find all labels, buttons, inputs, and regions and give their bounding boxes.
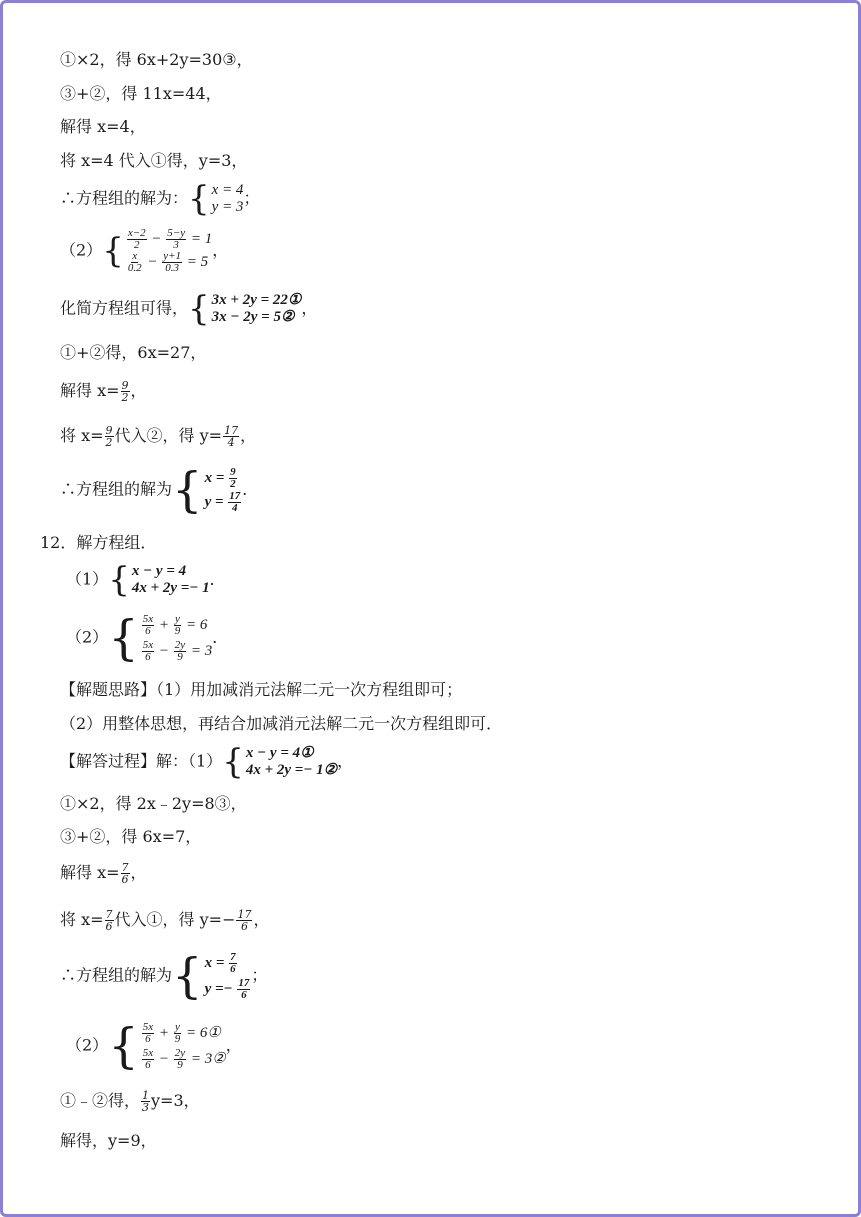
problem-line bbox=[60, 228, 228, 274]
numerator: 7 bbox=[121, 861, 129, 874]
text: （2） bbox=[66, 627, 109, 647]
text: ①﹣②得， bbox=[60, 1091, 141, 1110]
rhs: = 3 bbox=[190, 643, 213, 659]
text: 将 x= bbox=[60, 426, 104, 445]
eq-row: 3x − 2y = 5② bbox=[211, 309, 295, 325]
text: 代入①，得 y=− bbox=[114, 910, 236, 929]
denominator: 3 bbox=[142, 1101, 150, 1114]
rhs: = 1 bbox=[190, 230, 213, 247]
numerator: 5x bbox=[142, 1021, 154, 1034]
text: ∴方程组的解为 bbox=[60, 965, 173, 985]
text: ， bbox=[240, 426, 257, 445]
numerator: 9 bbox=[121, 379, 129, 392]
eq-row: 4x + 2y =− 1 bbox=[131, 580, 210, 596]
denominator: 9 bbox=[177, 651, 183, 664]
numerator: 17 bbox=[237, 908, 252, 921]
idea-line: 【解题思路】（1）用加减消元法解二元一次方程组即可； bbox=[60, 680, 463, 699]
step-line: ①×2，得 6x+2y=30③， bbox=[60, 50, 253, 69]
numerator: x−2 bbox=[127, 227, 146, 239]
eq-row: x − y = 4 bbox=[131, 563, 187, 579]
denominator: 6 bbox=[145, 625, 151, 638]
text: ∴方程组的解为： bbox=[60, 188, 189, 208]
eq-row: $\frac{x}{0.2}$ − $\frac{y+1}{0.3}$ = 5 bbox=[127, 250, 209, 274]
denominator: 4 bbox=[232, 502, 238, 515]
denominator: 2 bbox=[230, 478, 236, 491]
eq-row bbox=[205, 466, 243, 490]
numerator: 5x bbox=[142, 639, 154, 652]
denominator: 0.2 bbox=[127, 262, 142, 274]
text: ， bbox=[337, 751, 354, 771]
equation-system: { x − y = 4 4x + 2y =− 1 bbox=[108, 560, 210, 600]
equation-system: { x = $\frac{9}{2}$ y = $\frac{17}{4}$ bbox=[172, 462, 241, 519]
denominator: 2 bbox=[121, 391, 129, 404]
step-line bbox=[60, 862, 147, 885]
numerator: x bbox=[132, 250, 138, 262]
text: 化简方程组可得， bbox=[60, 298, 189, 318]
eq-row: x − y = 4① bbox=[245, 745, 314, 761]
text: （2） bbox=[66, 1035, 109, 1055]
question-title: 12．解方程组． bbox=[40, 533, 157, 552]
numerator: y bbox=[175, 613, 180, 626]
denominator: 3 bbox=[173, 239, 179, 251]
numerator: y bbox=[175, 1021, 180, 1034]
step-line: 解得，y=9， bbox=[60, 1131, 157, 1150]
solution-line bbox=[60, 179, 260, 219]
denominator: 6 bbox=[145, 1059, 151, 1072]
text: ， bbox=[212, 240, 229, 260]
denominator: 6 bbox=[240, 920, 248, 933]
text: x = bbox=[204, 470, 225, 486]
problem-line bbox=[66, 612, 228, 664]
denominator: 6 bbox=[121, 873, 129, 886]
denominator: 0.3 bbox=[165, 262, 179, 274]
equation-system: { x = $\frac{7}{6}$ y =− $\frac{17}{6}$ bbox=[172, 948, 250, 1004]
text: 解得 x= bbox=[60, 381, 120, 400]
text: ， bbox=[301, 298, 318, 318]
eq-row: $\frac{x-2}{2}$ − $\frac{5-y}{3}$ = 1 bbox=[127, 227, 213, 251]
equation-system: { $\frac{5x}{6}$ + $\frac{y}{9}$ = 6 $\frac{5x}{6}$ − $\frac{2y}{9}$ = 3 bbox=[108, 610, 213, 666]
step-line: ①+②得，6x=27， bbox=[60, 343, 207, 362]
numerator: 9 bbox=[230, 466, 236, 479]
problem-line bbox=[66, 560, 226, 600]
denominator: 9 bbox=[174, 625, 181, 638]
process-line bbox=[60, 742, 354, 782]
text: ∴方程组的解为 bbox=[60, 479, 173, 499]
numerator: 9 bbox=[105, 424, 113, 437]
equation-system: { x = 4 y = 3 bbox=[188, 179, 244, 219]
step-line: ①×2，得 2x﹣2y=8③， bbox=[60, 794, 247, 813]
text: 代入②，得 y= bbox=[114, 426, 223, 445]
numerator: y+1 bbox=[163, 250, 182, 262]
numerator: 7 bbox=[105, 908, 113, 921]
denominator: 6 bbox=[145, 651, 151, 664]
solution-line bbox=[60, 950, 267, 1002]
numerator: 17 bbox=[229, 490, 241, 503]
denominator: 6 bbox=[230, 963, 236, 976]
text: y=3， bbox=[151, 1091, 200, 1110]
denominator: 2 bbox=[133, 239, 140, 251]
numerator: 5x bbox=[142, 1047, 154, 1060]
denominator: 2 bbox=[105, 436, 113, 449]
denominator: 9 bbox=[177, 1059, 183, 1072]
text: ， bbox=[130, 381, 147, 400]
denominator: 4 bbox=[227, 436, 235, 449]
text: ， bbox=[253, 910, 270, 929]
text: y = bbox=[204, 494, 224, 511]
problem-line bbox=[66, 1020, 242, 1072]
eq-row: 3x + 2y = 22① bbox=[211, 292, 302, 308]
equation-system: { $\frac{5x}{6}$ + $\frac{y}{9}$ = 6① $\frac{5x}{6}$ − $\frac{2y}{9}$ = 3② bbox=[108, 1018, 226, 1074]
numerator: 2y bbox=[174, 639, 186, 652]
text: ； bbox=[251, 965, 268, 985]
step-line bbox=[60, 425, 256, 448]
denominator: 9 bbox=[174, 1033, 181, 1046]
text: （1） bbox=[66, 569, 109, 589]
step-line: ③+②，得 11x=44， bbox=[60, 84, 222, 103]
numerator: 1 bbox=[142, 1089, 150, 1102]
step-line: 解得 x=4， bbox=[60, 117, 146, 136]
text: 将 x= bbox=[60, 910, 104, 929]
eq-row: $\frac{5x}{6}$ + $\frac{y}{9}$ = 6① bbox=[142, 1021, 221, 1046]
step-line bbox=[60, 909, 270, 932]
simplify-line bbox=[60, 289, 318, 329]
eq-row bbox=[205, 976, 252, 1002]
eq-row bbox=[205, 950, 252, 976]
eq-row: $\frac{5x}{6}$ + $\frac{y}{9}$ = 6 bbox=[142, 613, 208, 638]
equation-system: { 3x + 2y = 22① 3x − 2y = 5② bbox=[188, 289, 302, 329]
eq-row: x = 4 bbox=[211, 182, 244, 198]
equation-system: { $\frac{x-2}{2}$ − $\frac{5-y}{3}$ = 1 $\frac{x}{0.2}$ − $\frac{y+1}{0.3}$ = 5 bbox=[102, 227, 213, 274]
text: x = bbox=[204, 955, 225, 971]
text: 解得 x= bbox=[60, 863, 120, 882]
numerator: 5x bbox=[142, 613, 154, 626]
text: ； bbox=[243, 188, 260, 208]
solution-line bbox=[60, 462, 259, 519]
text: （2） bbox=[60, 240, 103, 260]
numerator: 17 bbox=[224, 424, 239, 437]
denominator: 6 bbox=[105, 920, 113, 933]
text: ． bbox=[209, 569, 226, 589]
denominator: 6 bbox=[241, 989, 247, 1002]
eq-row: $\frac{5x}{6}$ − $\frac{2y}{9}$ = 3 bbox=[142, 639, 213, 664]
rhs: = 3② bbox=[190, 1051, 226, 1067]
rhs: = 6① bbox=[186, 1025, 221, 1041]
text: ， bbox=[225, 1035, 242, 1055]
text: ． bbox=[242, 479, 259, 499]
text: ， bbox=[130, 863, 147, 882]
denominator: 6 bbox=[145, 1033, 151, 1046]
numerator: 17 bbox=[238, 977, 250, 990]
eq-row: $\frac{5x}{6}$ − $\frac{2y}{9}$ = 3② bbox=[142, 1047, 226, 1072]
text: y =− bbox=[204, 981, 233, 997]
eq-row: y = 3 bbox=[211, 199, 244, 215]
rhs: = 5 bbox=[186, 253, 209, 270]
step-line: ③+②，得 6x=7， bbox=[60, 827, 202, 846]
step-line: 将 x=4 代入①得，y=3， bbox=[60, 151, 248, 170]
step-line bbox=[60, 380, 147, 403]
rhs: = 6 bbox=[186, 617, 208, 633]
numerator: 2y bbox=[174, 1047, 186, 1060]
numerator: 7 bbox=[230, 951, 236, 964]
idea-line: （2）用整体思想，再结合加减消元法解二元一次方程组即可． bbox=[60, 714, 503, 733]
text: 【解答过程】解：（1） bbox=[60, 751, 223, 771]
equation-system: { x − y = 4① 4x + 2y =− 1② bbox=[222, 742, 338, 782]
eq-row: 4x + 2y =− 1② bbox=[245, 762, 338, 778]
eq-row bbox=[205, 490, 243, 514]
text: ． bbox=[212, 627, 229, 647]
numerator: 5−y bbox=[167, 227, 186, 239]
step-line bbox=[60, 1090, 200, 1113]
